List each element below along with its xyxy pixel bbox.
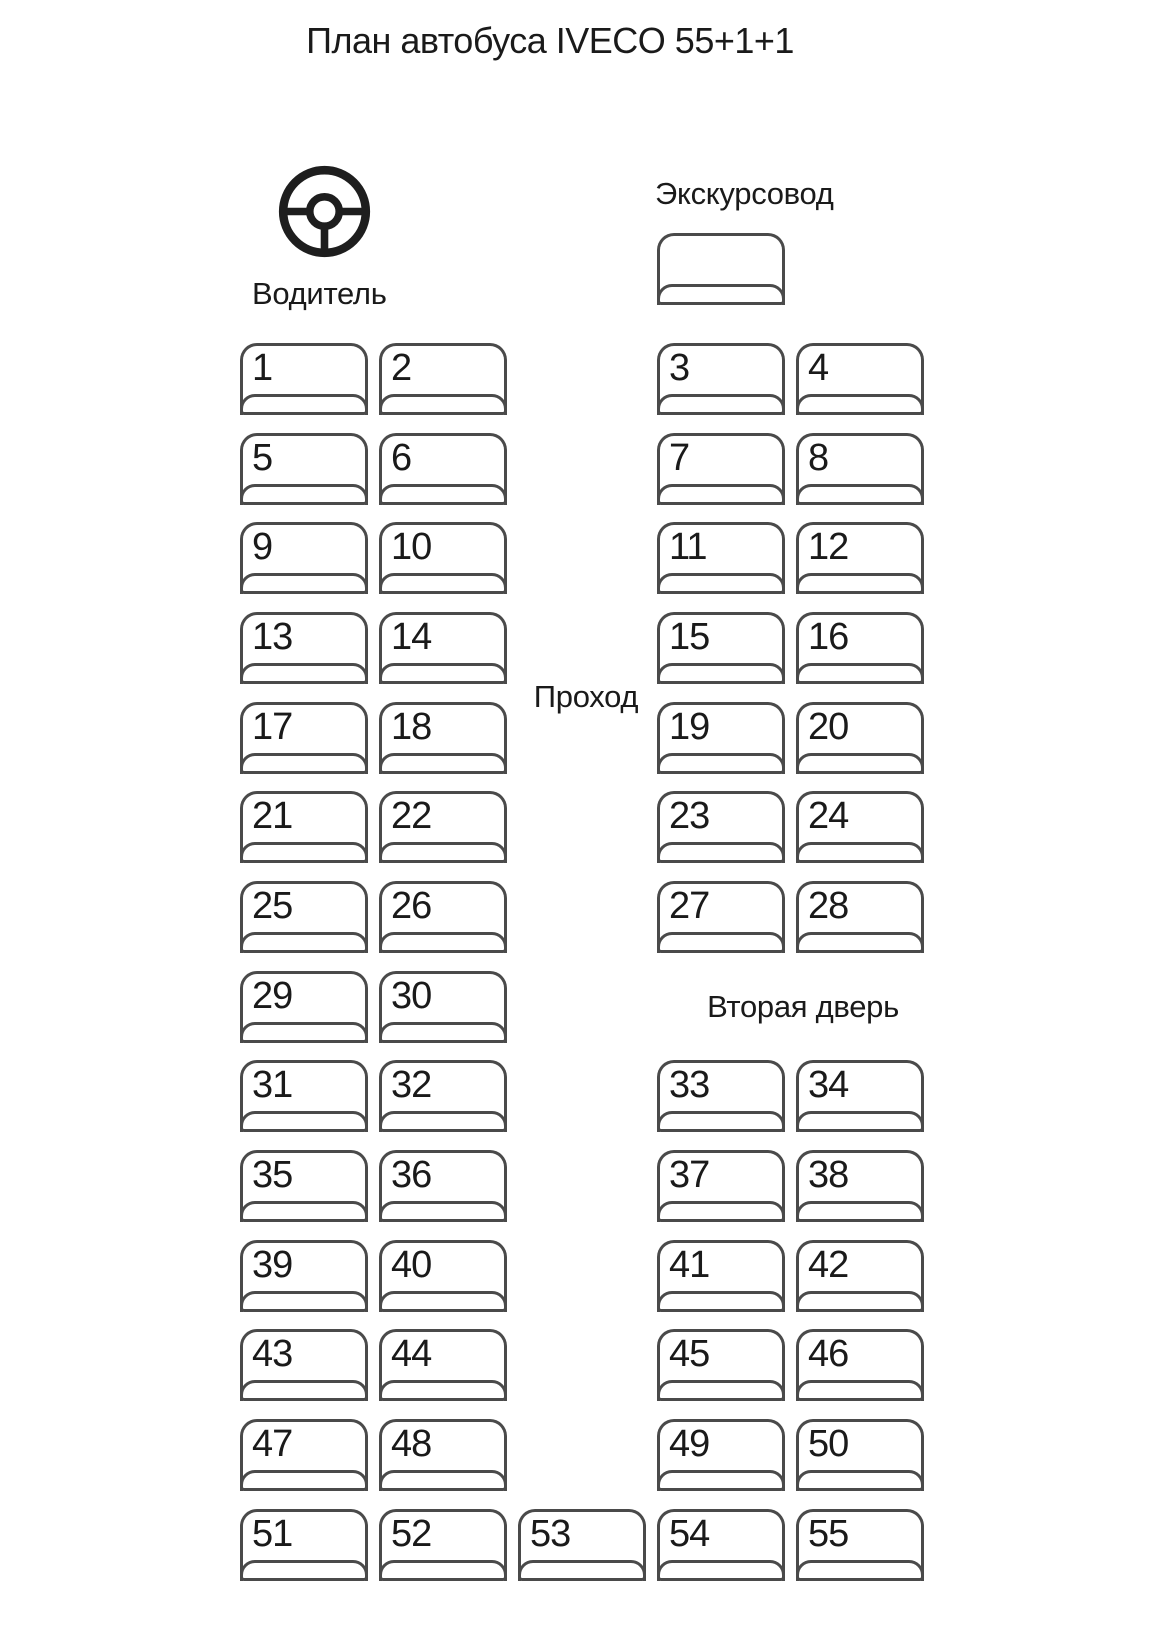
seat-22: [379, 791, 507, 863]
seat-25: [240, 881, 368, 953]
guide-seat-cushion: [657, 284, 785, 305]
seat-cushion: [657, 1380, 785, 1401]
seat-cushion: [379, 1560, 507, 1581]
seat-cushion: [657, 753, 785, 774]
seat-cushion: [657, 842, 785, 863]
seat-49: [657, 1419, 785, 1491]
seat-20: [796, 702, 924, 774]
seat-cushion: [796, 484, 924, 505]
seat-number: 12: [808, 526, 849, 568]
seat-number: 7: [669, 437, 690, 479]
seat-number: 42: [808, 1244, 849, 1286]
seat-number: 18: [391, 706, 432, 748]
seat-cushion: [657, 1111, 785, 1132]
seat-51: [240, 1509, 368, 1581]
seat-number: 37: [669, 1154, 710, 1196]
seat-cushion: [240, 1560, 368, 1581]
seat-number: 36: [391, 1154, 432, 1196]
seat-cushion: [240, 842, 368, 863]
seat-cushion: [240, 1201, 368, 1222]
seat-19: [657, 702, 785, 774]
seat-41: [657, 1240, 785, 1312]
seat-number: 38: [808, 1154, 849, 1196]
seat-number: 46: [808, 1333, 849, 1375]
seat-cushion: [796, 1470, 924, 1491]
seat-cushion: [240, 663, 368, 684]
seat-32: [379, 1060, 507, 1132]
seat-number: 6: [391, 437, 412, 479]
seat-43: [240, 1329, 368, 1401]
seat-42: [796, 1240, 924, 1312]
seat-28: [796, 881, 924, 953]
seat-cushion: [379, 1380, 507, 1401]
seat-35: [240, 1150, 368, 1222]
seat-cushion: [657, 663, 785, 684]
seat-cushion: [379, 1470, 507, 1491]
seat-number: 48: [391, 1423, 432, 1465]
seat-cushion: [796, 932, 924, 953]
seat-24: [796, 791, 924, 863]
seat-cushion: [379, 484, 507, 505]
seat-cushion: [240, 1111, 368, 1132]
seat-50: [796, 1419, 924, 1491]
seat-17: [240, 702, 368, 774]
seat-number: 41: [669, 1244, 710, 1286]
seat-number: 8: [808, 437, 829, 479]
seat-cushion: [240, 1022, 368, 1043]
guide-seat: [657, 233, 785, 305]
seat-18: [379, 702, 507, 774]
driver-label: Водитель: [252, 276, 387, 311]
seat-cushion: [796, 394, 924, 415]
aisle-label: Проход: [533, 679, 639, 714]
seat-cushion: [796, 1201, 924, 1222]
seat-30: [379, 971, 507, 1043]
seat-cushion: [657, 1560, 785, 1581]
seat-15: [657, 612, 785, 684]
seat-47: [240, 1419, 368, 1491]
seat-number: 17: [252, 706, 293, 748]
seat-cushion: [379, 1111, 507, 1132]
seat-number: 3: [669, 347, 690, 389]
seat-number: 24: [808, 795, 849, 837]
seat-number: 16: [808, 616, 849, 658]
seat-number: 14: [391, 616, 432, 658]
seat-9: [240, 522, 368, 594]
second-door-label: Вторая дверь: [707, 989, 899, 1024]
seat-number: 32: [391, 1064, 432, 1106]
seat-1: [240, 343, 368, 415]
seat-48: [379, 1419, 507, 1491]
seat-number: 50: [808, 1423, 849, 1465]
seat-7: [657, 433, 785, 505]
seat-40: [379, 1240, 507, 1312]
plan-title: План автобуса IVECO 55+1+1: [306, 20, 794, 61]
seat-number: 53: [530, 1513, 571, 1555]
seat-cushion: [379, 573, 507, 594]
seat-number: 22: [391, 795, 432, 837]
seat-number: 19: [669, 706, 710, 748]
seat-number: 13: [252, 616, 293, 658]
seat-13: [240, 612, 368, 684]
seat-number: 28: [808, 885, 849, 927]
seat-39: [240, 1240, 368, 1312]
seat-cushion: [796, 1380, 924, 1401]
seat-number: 33: [669, 1064, 710, 1106]
seat-number: 26: [391, 885, 432, 927]
seat-cushion: [657, 932, 785, 953]
seat-5: [240, 433, 368, 505]
seat-cushion: [379, 1022, 507, 1043]
seat-cushion: [379, 1201, 507, 1222]
seat-number: 45: [669, 1333, 710, 1375]
seat-number: 31: [252, 1064, 293, 1106]
seat-cushion: [379, 663, 507, 684]
seat-8: [796, 433, 924, 505]
seat-number: 54: [669, 1513, 710, 1555]
seat-cushion: [657, 394, 785, 415]
seat-number: 9: [252, 526, 273, 568]
seat-44: [379, 1329, 507, 1401]
seat-11: [657, 522, 785, 594]
seat-number: 34: [808, 1064, 849, 1106]
seat-38: [796, 1150, 924, 1222]
seat-cushion: [379, 1291, 507, 1312]
seat-number: 43: [252, 1333, 293, 1375]
seat-31: [240, 1060, 368, 1132]
seat-4: [796, 343, 924, 415]
seat-cushion: [657, 573, 785, 594]
seat-number: 23: [669, 795, 710, 837]
seat-55: [796, 1509, 924, 1581]
seat-cushion: [379, 932, 507, 953]
seat-cushion: [240, 753, 368, 774]
seat-cushion: [657, 484, 785, 505]
seat-cushion: [379, 842, 507, 863]
guide-label: Экскурсовод: [655, 176, 834, 211]
seat-23: [657, 791, 785, 863]
seat-number: 30: [391, 975, 432, 1017]
seat-number: 40: [391, 1244, 432, 1286]
steering-wheel-icon: [277, 164, 372, 259]
seat-cushion: [796, 1291, 924, 1312]
seat-number: 15: [669, 616, 710, 658]
seat-29: [240, 971, 368, 1043]
seat-cushion: [796, 1560, 924, 1581]
seat-34: [796, 1060, 924, 1132]
seat-number: 1: [252, 347, 273, 389]
seat-number: 2: [391, 347, 412, 389]
seat-number: 29: [252, 975, 293, 1017]
seat-12: [796, 522, 924, 594]
seat-cushion: [240, 484, 368, 505]
seat-cushion: [518, 1560, 646, 1581]
seat-46: [796, 1329, 924, 1401]
seat-cushion: [240, 1470, 368, 1491]
seat-number: 4: [808, 347, 829, 389]
seat-cushion: [657, 1470, 785, 1491]
seat-cushion: [379, 394, 507, 415]
seat-cushion: [240, 1380, 368, 1401]
seat-37: [657, 1150, 785, 1222]
seat-cushion: [796, 573, 924, 594]
seat-21: [240, 791, 368, 863]
seat-cushion: [796, 1111, 924, 1132]
seat-16: [796, 612, 924, 684]
seat-number: 27: [669, 885, 710, 927]
seat-10: [379, 522, 507, 594]
seat-number: 21: [252, 795, 293, 837]
seat-33: [657, 1060, 785, 1132]
seat-26: [379, 881, 507, 953]
seat-cushion: [379, 753, 507, 774]
seat-54: [657, 1509, 785, 1581]
seat-number: 39: [252, 1244, 293, 1286]
seat-number: 44: [391, 1333, 432, 1375]
seat-number: 49: [669, 1423, 710, 1465]
seat-53: [518, 1509, 646, 1581]
seat-36: [379, 1150, 507, 1222]
seat-cushion: [240, 573, 368, 594]
seat-number: 47: [252, 1423, 293, 1465]
seat-cushion: [796, 663, 924, 684]
seat-number: 20: [808, 706, 849, 748]
seat-cushion: [796, 753, 924, 774]
seat-number: 55: [808, 1513, 849, 1555]
seat-number: 25: [252, 885, 293, 927]
seat-2: [379, 343, 507, 415]
seat-cushion: [240, 932, 368, 953]
seat-14: [379, 612, 507, 684]
seat-number: 52: [391, 1513, 432, 1555]
seat-number: 35: [252, 1154, 293, 1196]
seat-6: [379, 433, 507, 505]
seat-number: 5: [252, 437, 273, 479]
seat-27: [657, 881, 785, 953]
seat-number: 11: [669, 526, 707, 568]
seat-cushion: [796, 842, 924, 863]
seat-number: 51: [252, 1513, 293, 1555]
seat-cushion: [657, 1201, 785, 1222]
seat-52: [379, 1509, 507, 1581]
seat-number: 10: [391, 526, 432, 568]
seat-cushion: [240, 394, 368, 415]
seat-cushion: [657, 1291, 785, 1312]
seat-3: [657, 343, 785, 415]
seat-cushion: [240, 1291, 368, 1312]
seat-45: [657, 1329, 785, 1401]
